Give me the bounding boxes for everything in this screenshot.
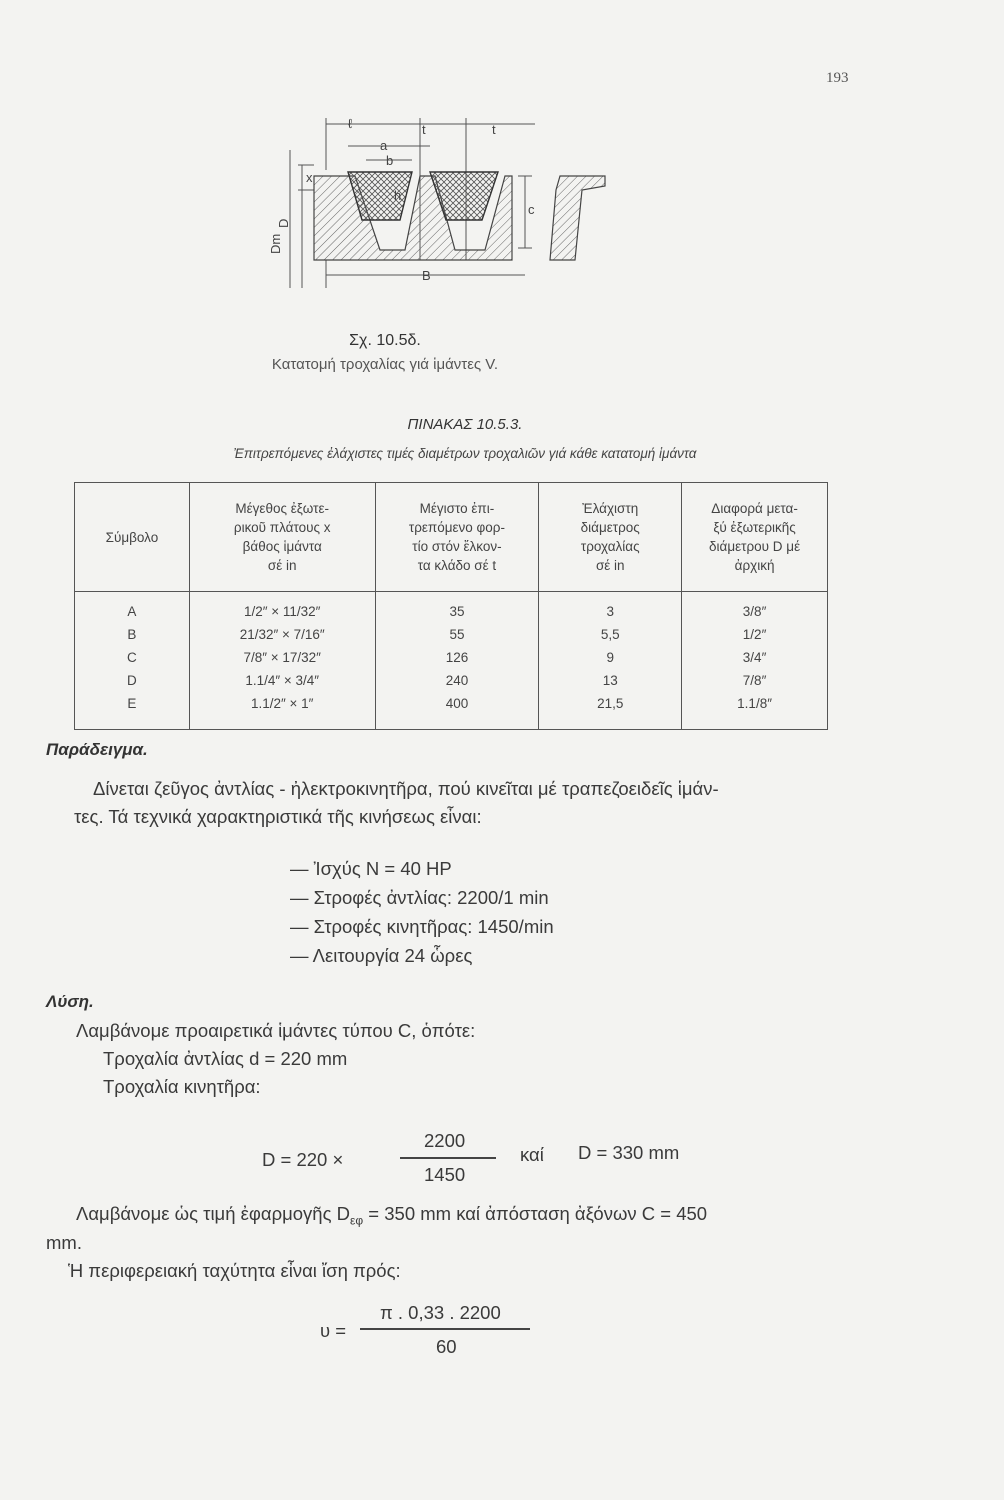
header-load: Μέγιστο ἐπι- τρεπόμενο φορ- τίο στόν ἕλκον- τα κλάδο σέ t xyxy=(375,483,539,592)
solution-line-4: Λαμβάνομε ὡς τιμή ἐφαρμογῆς $D_{\varepsilon\varphi} = 350$ mm καί ἀπόσταση ἀξόνων C = 450 xyxy=(76,1203,708,1228)
solution-line-3: Τροχαλία κινητῆρα: xyxy=(103,1076,261,1097)
eq2-fraction-line xyxy=(360,1328,530,1330)
eq2-numerator: π . 0,33 . 2200 xyxy=(380,1302,501,1323)
equation-diameter xyxy=(262,1130,722,1190)
eq1-and: καί xyxy=(520,1144,544,1165)
table-title: ΠΙΝΑΚΑΣ 10.5.3. xyxy=(407,416,523,433)
table-row xyxy=(75,592,828,730)
fig-label-B: B xyxy=(422,268,431,283)
fig-label-a: a xyxy=(380,138,388,153)
min-diameter-column: 3 5,5 9 13 21,5 xyxy=(539,592,682,730)
figure-caption-title: Κατατομή τροχαλίας γιά ἱμάντες V. xyxy=(271,356,499,373)
equation-velocity xyxy=(320,1302,540,1362)
eq1-denominator: 1450 xyxy=(424,1164,466,1185)
eq1-numerator: 2200 xyxy=(424,1130,466,1151)
fig-label-t1: t xyxy=(422,122,426,137)
table-header-row xyxy=(75,483,828,592)
fig-label-l: ℓ xyxy=(348,116,353,131)
spec-item-power: — Ἰσχύς N = 40 HP xyxy=(290,858,452,879)
spec-item-operation: — Λειτουργία 24 ὧρες xyxy=(290,945,473,966)
fig-label-h: h xyxy=(394,188,402,203)
fig-label-x: x xyxy=(306,170,313,185)
eq1-lhs: D = 220 × xyxy=(262,1149,344,1170)
eq2-denominator: 60 xyxy=(436,1336,457,1357)
example-text-line-2: τες. Τά τεχνικά χαρακτηριστικά τῆς κινήσεως εἶναι: xyxy=(74,806,482,827)
pulley-cross-section-figure xyxy=(270,110,620,310)
fig-label-t2: t xyxy=(492,122,496,137)
eq1-fraction-line xyxy=(400,1157,496,1159)
symbol-column: A B C D E xyxy=(75,592,190,730)
header-size: Μέγεθος ἐξωτε- ρικοῦ πλάτους x βάθος ἱμάντα σέ in xyxy=(189,483,375,592)
fig-label-D: D xyxy=(276,218,291,228)
header-symbol: Σύμβολο xyxy=(75,483,190,592)
header-difference: Διαφορά μετα- ξύ ἐξωτερικῆς διάμετρου D μέ ἀρχική xyxy=(682,483,828,592)
difference-column: 3/8″ 1/2″ 3/4″ 7/8″ 1.1/8″ xyxy=(682,592,828,730)
spec-list xyxy=(290,858,554,974)
spec-item-pump-rpm: — Στροφές ἀντλίας: 2200/1 min xyxy=(290,887,549,908)
solution-line-5: mm. xyxy=(46,1232,82,1253)
example-heading: Παράδειγμα. xyxy=(46,740,148,759)
solution-heading: Λύση. xyxy=(46,992,94,1011)
eq2-lhs: υ = xyxy=(320,1320,347,1341)
fig-label-b: b xyxy=(386,153,394,168)
fig-label-c: c xyxy=(528,202,535,217)
example-text-line-1: Δίνεται ζεῦγος ἀντλίας - ἠλεκτροκινητῆρα, πού κινεῖται μέ τραπεζοειδεῖς ἱμάν- xyxy=(93,778,719,799)
size-column: 1/2″ × 11/32″ 21/32″ × 7/16″ 7/8″ × 17/32″ 1.1/4″ × 3/4″ 1.1/2″ × 1″ xyxy=(189,592,375,730)
figure-caption xyxy=(0,332,770,373)
header-min-diameter: Ἐλάχιστη διάμετρος τροχαλίας σέ in xyxy=(539,483,682,592)
solution-line-6: Ἡ περιφερειακή ταχύτητα εἶναι ἴση πρός: xyxy=(68,1260,401,1281)
table-subtitle: Ἐπιτρεπόμενες ἐλάχιστες τιμές διαμέτρων τροχαλιῶν γιά κάθε κατατομή ἱμάντα xyxy=(233,446,697,461)
figure-caption-number: Σχ. 10.5δ. xyxy=(349,332,421,349)
eq1-result: D = 330 mm xyxy=(578,1142,680,1163)
solution-line-2: Τροχαλία ἀντλίας d = 220 mm xyxy=(103,1048,348,1069)
belt-diameter-table xyxy=(74,482,828,730)
spec-item-motor-rpm: — Στροφές κινητῆρας: 1450/min xyxy=(290,916,554,937)
fig-label-Dm: Dm xyxy=(268,233,283,254)
load-column: 35 55 126 240 400 xyxy=(375,592,539,730)
solution-line-1: Λαμβάνομε προαιρετικά ἱμάντες τύπου C, ὁπότε: xyxy=(76,1020,476,1041)
page-number: 193 xyxy=(826,70,849,86)
